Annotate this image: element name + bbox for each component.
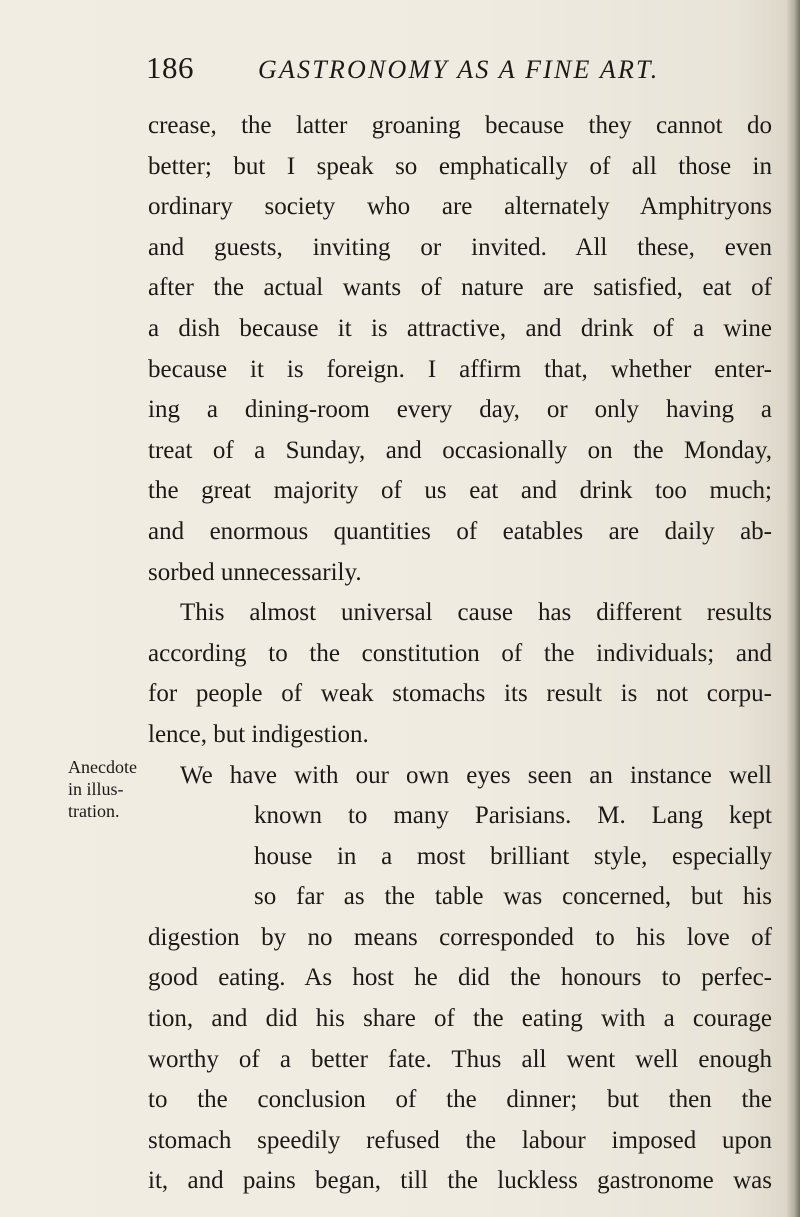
body-text <box>148 106 780 1202</box>
text-line: known to many Parisians. M. Lang kept <box>254 802 772 830</box>
text-line: the great majority of us eat and drink too much; <box>148 477 772 505</box>
text-line: and enormous quantities of eatables are daily ab- <box>148 517 772 545</box>
text-line: and guests, inviting or invited. All these, even <box>148 233 772 261</box>
text-line: treat of a Sunday, and occasionally on the Monday, <box>148 436 772 464</box>
text-line: good eating. As host he did the honours to perfec- <box>148 964 772 992</box>
text-line: house in a most brilliant style, especially <box>254 842 772 870</box>
page-header <box>146 50 746 90</box>
text-line: sorbed unnecessarily. <box>148 558 362 586</box>
text-line: because it is foreign. I affirm that, whether enter- <box>148 355 772 383</box>
margin-note-line: Anecdote <box>68 757 137 777</box>
text-line: crease, the latter groaning because they cannot do <box>148 112 772 139</box>
margin-note-line: tration. <box>68 801 120 821</box>
margin-note <box>68 756 148 822</box>
text-line: it, and pains began, till the luckless gastronome was <box>148 1167 772 1195</box>
text-line: digestion by no means corresponded to his love of <box>148 923 772 951</box>
text-line: ing a dining-room every day, or only having a <box>148 396 772 424</box>
text-line: tion, and did his share of the eating with a courage <box>148 1005 772 1033</box>
text-line: for people of weak stomachs its result is not corpu- <box>148 680 772 708</box>
text-line: stomach speedily refused the labour imposed upon <box>148 1126 772 1154</box>
text-line: better; but I speak so emphatically of all those in <box>148 152 772 180</box>
running-title: GASTRONOMY AS A FINE ART. <box>258 55 660 84</box>
text-line: lence, but indigestion. <box>148 720 369 748</box>
text-line: so far as the table was concerned, but his <box>254 883 772 911</box>
margin-note-line: in illus- <box>68 779 124 799</box>
page-edge-shadow <box>786 0 800 1217</box>
text-line: a dish because it is attractive, and drink of a wine <box>148 314 772 342</box>
text-line: to the conclusion of the dinner; but then the <box>148 1086 772 1114</box>
paragraph-start-line: This almost universal cause has different results <box>180 599 772 627</box>
text-line: after the actual wants of nature are satisfied, eat of <box>148 274 772 302</box>
paragraph-start-line: We have with our own eyes seen an instance well <box>180 761 772 789</box>
text-line: ordinary society who are alternately Amphitryons <box>148 193 772 221</box>
text-line: worthy of a better fate. Thus all went well enough <box>148 1045 772 1073</box>
page-number: 186 <box>146 50 194 85</box>
text-line: according to the constitution of the individuals; and <box>148 639 772 667</box>
